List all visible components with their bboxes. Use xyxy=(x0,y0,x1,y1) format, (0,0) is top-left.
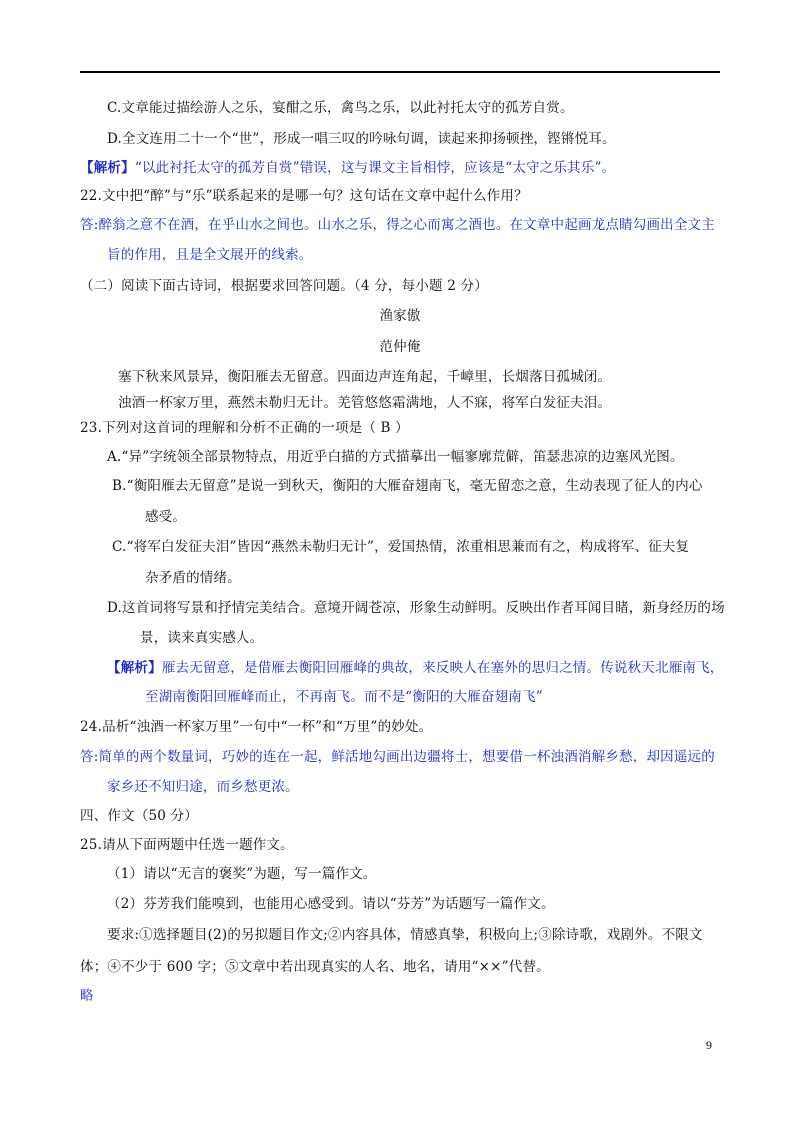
q23-option-b-line2: 感受。 xyxy=(145,509,187,525)
q23-option-c-line1: C.“将军白发征夫泪”皆因“燕然未勒归无计”，爱国热情，浓重相思兼而有之，构成将军、征夫复 xyxy=(112,539,690,555)
q23-option-c-line2: 杂矛盾的情绪。 xyxy=(145,570,241,586)
page-number: 9 xyxy=(706,1038,712,1052)
q23-option-d-line2: 景，读来真实感人。 xyxy=(140,630,264,646)
q25-question: 25.请从下面两题中任选一题作文。 xyxy=(80,837,294,853)
poem-line2: 浊酒一杯家万里，燕然未勒归无计。羌管悠悠霜满地，人不寐，将军白发征夫泪。 xyxy=(118,395,612,411)
q23-analysis-line1 xyxy=(107,658,724,678)
analysis-text: “以此衬托太守的孤芳自赏”错误，这与课文主旨相悖，应该是“太守之乐其乐”。 xyxy=(134,160,616,176)
q25-requirements-line2: 体；④不少于 600 字；⑤文章中若出现真实的人名、地名，请用“××”代替。 xyxy=(80,959,550,975)
q22-answer-line2: 旨的作用，且是全文展开的线索。 xyxy=(107,247,313,263)
q25-topic1: （1）请以“无言的褒奖”为题，写一篇作文。 xyxy=(107,866,377,882)
q24-answer-line2: 家乡还不知归途，而乡愁更浓。 xyxy=(107,779,299,795)
poem-author: 范仲俺 xyxy=(379,339,421,355)
poem-line1: 塞下秋来风景异，衡阳雁去无留意。四面边声连角起，千嶂里，长烟落日孤城闭。 xyxy=(118,369,612,385)
q24-question: 24.品析“浊酒一杯家万里”一句中“一杯”和“万里”的妙处。 xyxy=(80,719,433,735)
q23-analysis-line2: 至湖南衡阳回雁峰而止，不再南飞。而不是“衡阳的大雁奋翅南飞” xyxy=(145,689,543,705)
analysis-label: 【解析】 xyxy=(80,160,135,176)
q21-analysis xyxy=(80,158,615,178)
q22-question: 22.文中把“醉”与“乐”联系起来的是哪一句？这句话在文章中起什么作用？ xyxy=(80,188,528,204)
header-rule xyxy=(80,71,720,73)
section4-heading: 四、作文（50 分） xyxy=(80,808,198,824)
q23-option-a: A.“异”字统领全部景物特点，用近乎白描的方式描摹出一幅寥廓荒僻，笛瑟悲凉的边塞风光图。 xyxy=(107,449,684,465)
q23-option-d-line1: D.这首词将写景和抒情完美结合。意境开阔苍凉，形象生动鲜明。反映出作者耳闻目睹，新身经历的场 xyxy=(107,600,725,616)
analysis-text: 雁去无留意，是借雁去衡阳回雁峰的典故，来反映人在塞外的思归之情。传说秋天北雁南飞， xyxy=(161,660,724,676)
q23-option-b-line1: B.“衡阳雁去无留意”是说一到秋天，衡阳的大雁奋翅南飞，毫无留恋之意，生动表现了征人的内心 xyxy=(112,478,703,494)
q25-requirements-line1: 要求:①选择题目(2)的另拟题目作文;②内容具体，情感真挚，积极向上;③除诗歌，戏剧外。不限文 xyxy=(107,927,703,943)
q25-topic2: （2）芬芳我们能嗅到，也能用心感受到。请以“芬芳”为话题写一篇作文。 xyxy=(107,896,555,912)
q23-question: 23.下列对这首词的理解和分析不正确的一项是（ B ） xyxy=(80,420,409,436)
q21-option-d: D.全文连用二十一个“世”，形成一唱三叹的吟咏句调，读起来抑扬顿挫，铿锵悦耳。 xyxy=(107,131,616,147)
q25-answer: 略 xyxy=(80,988,94,1004)
q22-answer-line1: 答:醉翁之意不在酒，在乎山水之间也。山水之乐，得之心而寓之酒也。在文章中起画龙点睛勾画出全文主 xyxy=(80,217,715,233)
q24-answer-line1: 答:简单的两个数量词，巧妙的连在一起，鲜活地勾画出边疆将士，想要借一杯浊酒消解乡愁，却因遥远的 xyxy=(80,749,715,765)
poem-title: 渔家傲 xyxy=(379,308,421,324)
section2-heading: （二）阅读下面古诗词，根据要求回答问题。（4 分，每小题 2 分） xyxy=(80,278,488,294)
q21-option-c: C.文章能过描绘游人之乐，宴酣之乐，禽鸟之乐，以此衬托太守的孤芳自赏。 xyxy=(107,100,574,116)
analysis-label: 【解析】 xyxy=(107,660,162,676)
